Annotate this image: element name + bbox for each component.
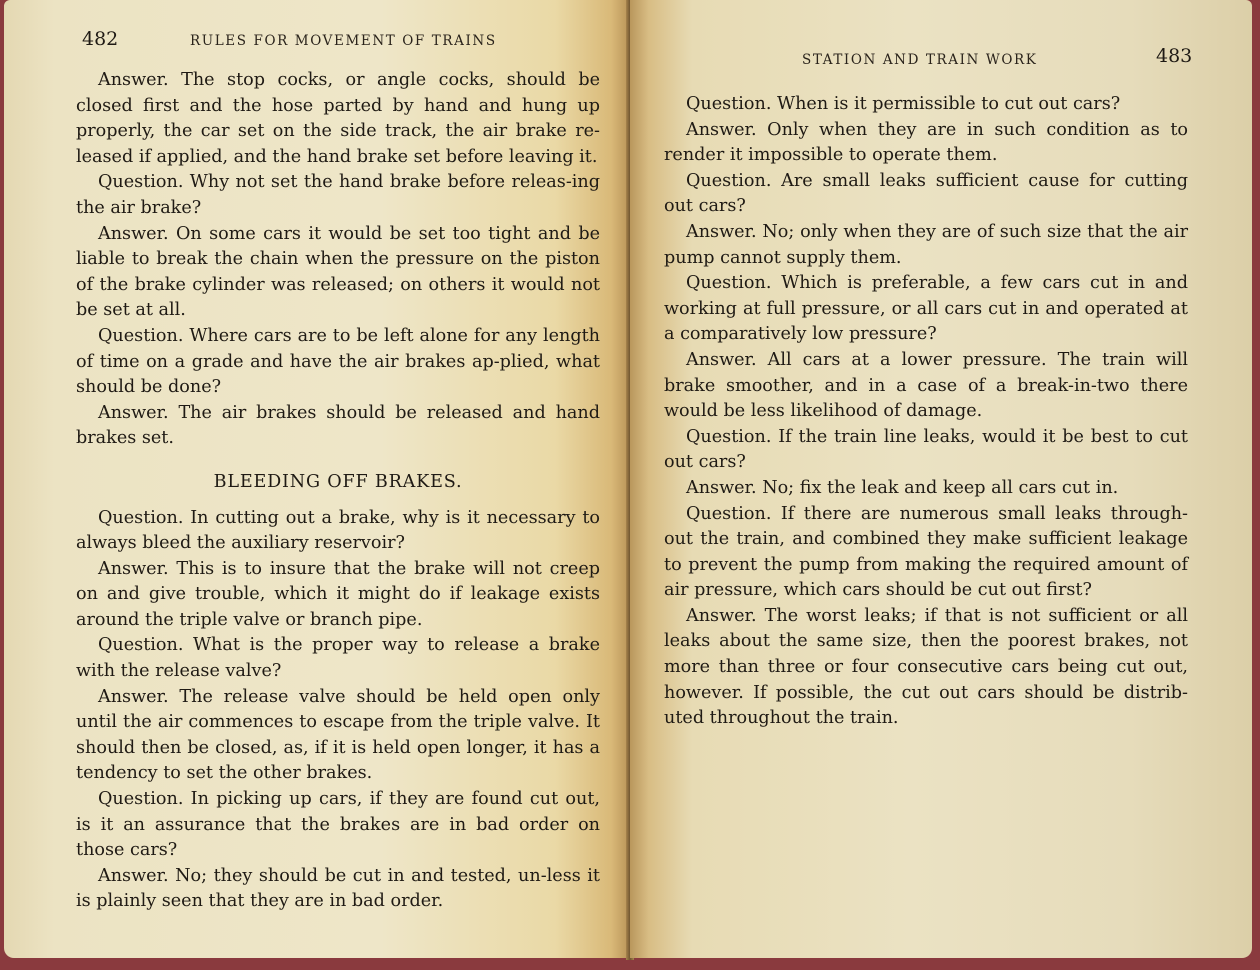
paragraph: Question. If there are numerous small leaks through-out the train, and combined they make sufficient leakage to prevent the pump from making the required amount of air pressure, which cars should be cut out first? [664, 503, 1188, 601]
left-paragraphs-before [76, 68, 600, 452]
paragraph: Answer. On some cars it would be set too tight and be liable to break the chain when the pressure on the piston of the brake cylinder was released; on others it would not be set at all. [76, 223, 600, 321]
paragraph: Answer. The worst leaks; if that is not sufficient or all leaks about the same size, then the poorest brakes, not more than three or four consecutive cars being cut out, however. If possible, the cut out cars should be distrib-uted throughout the train. [664, 605, 1188, 729]
running-head: RULES FOR MOVEMENT OF TRAINS [190, 33, 497, 49]
page-number: 483 [1156, 45, 1193, 67]
page-number: 482 [82, 28, 119, 50]
paragraph: Answer. The stop cocks, or angle cocks, should be closed first and the hose parted by hand and hung up properly, the car set on the side track, the air brake re-leased if applied, and the hand brake set before leaving it. [76, 70, 600, 167]
right-page [630, 0, 1252, 958]
paragraph: Question. In cutting out a brake, why is it necessary to always bleed the auxiliary reservoir? [76, 507, 600, 554]
paragraph: Question. If the train line leaks, would it be best to cut out cars? [664, 426, 1188, 473]
paragraph: Question. Which is preferable, a few cars cut in and working at full pressure, or all cars cut in and operated at a comparatively low pressure? [664, 273, 1188, 345]
paragraph: Question. In picking up cars, if they are found cut out, is it an assurance that the brakes are in bad order on those cars? [76, 789, 600, 861]
paragraph: Answer. No; fix the leak and keep all cars cut in. [686, 477, 1119, 498]
paragraph: Answer. All cars at a lower pressure. The train will brake smoother, and in a case of a break-in-two there would be less likelihood of damage. [664, 349, 1188, 422]
paragraph: Answer. The air brakes should be released and hand brakes set. [76, 402, 600, 449]
right-page-body [664, 92, 1188, 732]
left-page [4, 0, 630, 958]
paragraph: Answer. Only when they are in such condition as to render it impossible to operate them. [664, 119, 1188, 166]
right-paragraphs [664, 92, 1188, 732]
paragraph: Answer. No; only when they are of such size that the air pump cannot supply them. [664, 221, 1188, 268]
paragraph: Question. Where cars are to be left alone for any length of time on a grade and have the air brakes ap-plied, what should be done? [76, 325, 600, 398]
running-head: STATION AND TRAIN WORK [802, 52, 1038, 68]
paragraph: Question. When is it permissible to cut out cars? [686, 94, 1121, 114]
section-heading: BLEEDING OFF BRAKES. [213, 471, 463, 492]
paragraph: Answer. The release valve should be held open only until the air commences to escape from the triple valve. It should then be closed, as, if it is held open longer, it has a tendency to set the other brakes. [76, 686, 600, 784]
paragraph: Question. Why not set the hand brake before releas-ing the air brake? [76, 172, 600, 218]
left-page-body [76, 68, 600, 915]
paragraph: Answer. This is to insure that the brake will not creep on and give trouble, which it might do if leakage exists around the triple valve or branch pipe. [76, 558, 600, 630]
paragraph: Question. Are small leaks sufficient cause for cutting out cars? [664, 170, 1188, 217]
paragraph: Question. What is the proper way to release a brake with the release valve? [76, 635, 600, 682]
paragraph: Answer. No; they should be cut in and tested, un-less it is plainly seen that they are in bad order. [76, 865, 600, 912]
left-paragraphs-after [76, 506, 600, 916]
